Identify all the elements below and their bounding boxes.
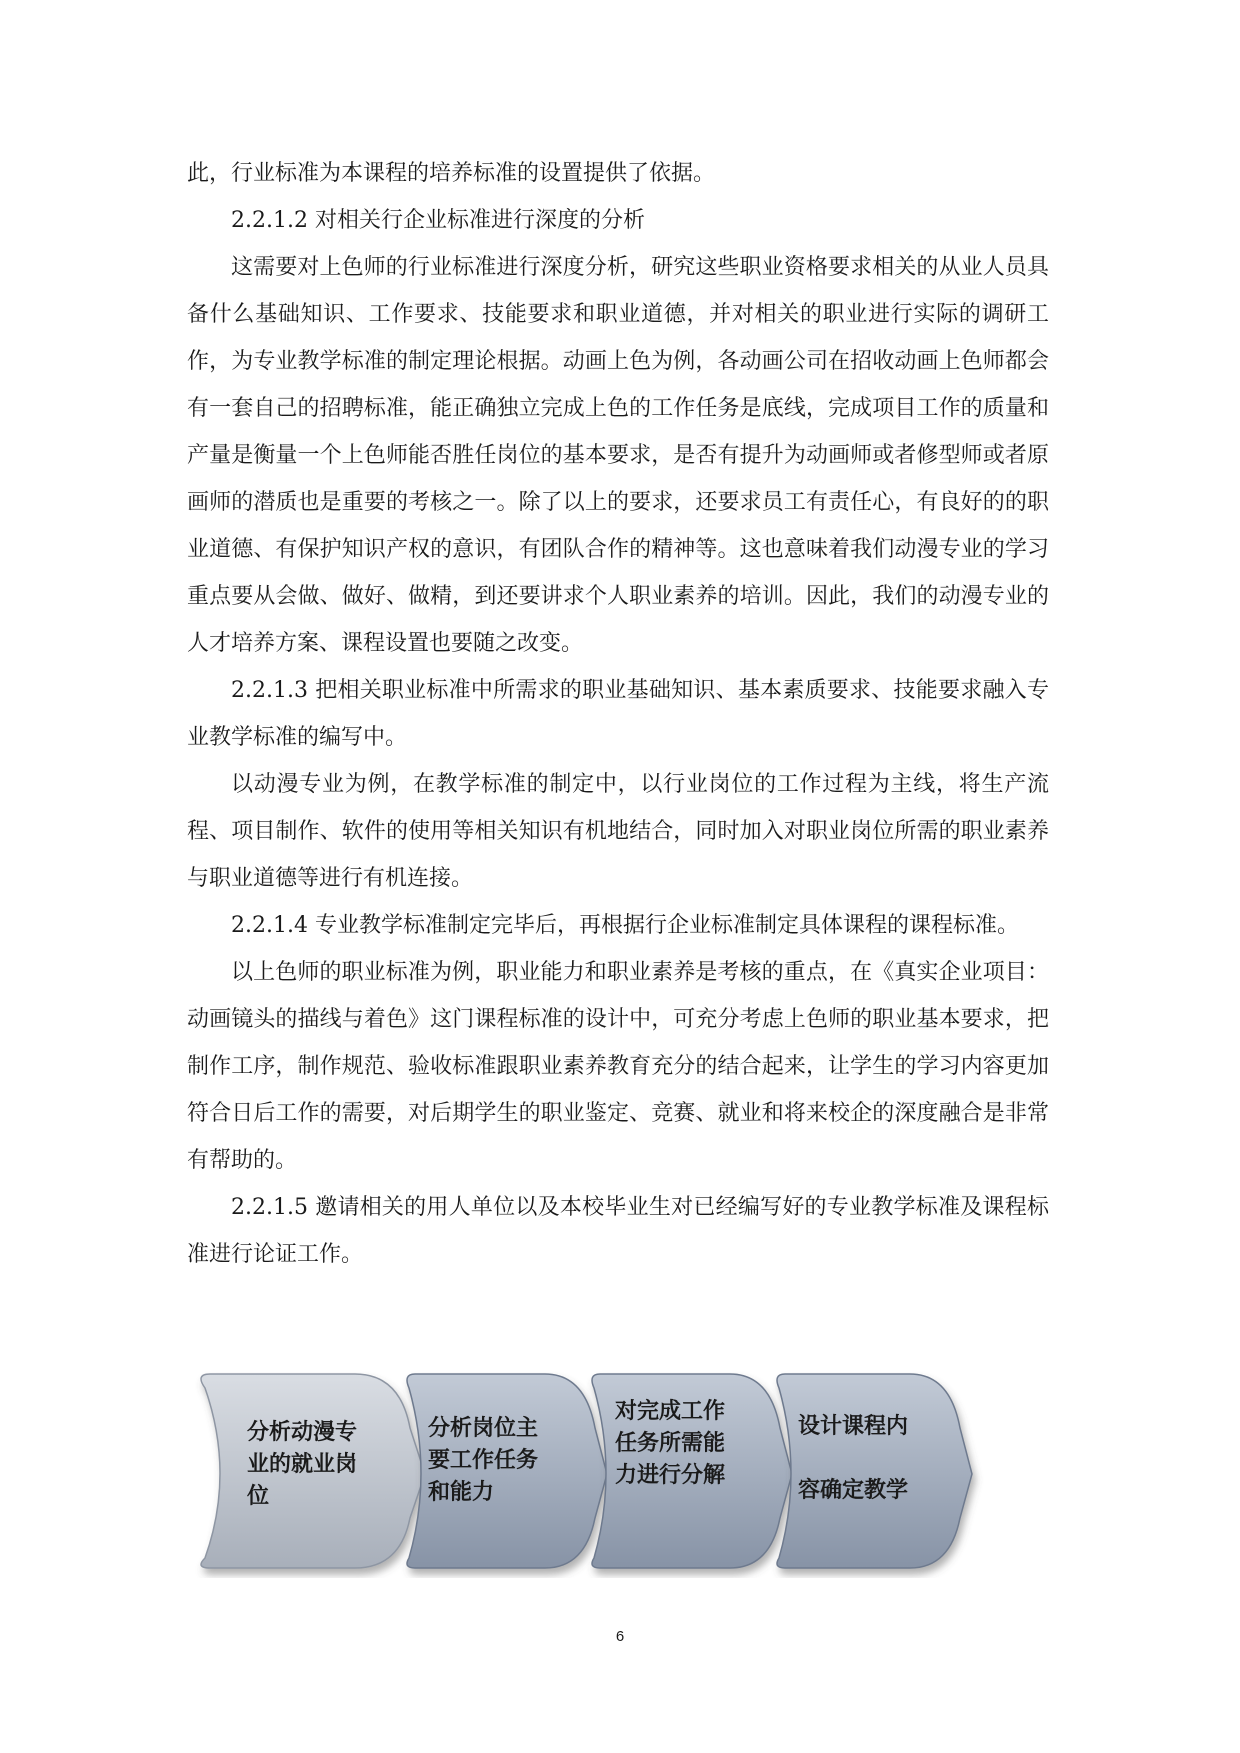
section-heading-2-2-1-3: 2.2.1.3 把相关职业标准中所需求的职业基础知识、基本素质要求、技能要求融入专业教学标准的编写中。 (187, 678, 1049, 750)
paragraph: 这需要对上色师的行业标准进行深度分析，研究这些职业资格要求相关的从业人员具备什么基础知识、工作要求、技能要求和职业道德，并对相关的职业进行实际的调研工作，为专业教学标准的制定理论根据。动画上色为例，各动画公司在招收动画上色师都会有一套自己的招聘标准，能正确独立完成上色的工作任务是底线，完成项目工作的质量和产量是衡量一个上色师能否胜任岗位的基本要求，是否有提升为动画师或者修型师或者原画师的潜质也是重要的考核之一。除了以上的要求，还要求员工有责任心，有良好的的职业道德、有保护知识产权的意识，有团队合作的精神等。这也意味着我们动漫专业的学习重点要从会做、做好、做精，到还要讲求个人职业素养的培训。因此，我们的动漫专业的人才培养方案、课程设置也要随之改变。 (187, 255, 1049, 656)
process-step-label-4: 设计课程内 容确定教学 (798, 1414, 909, 1503)
process-step-label-2: 分析岗位主 要工作任务 和能力 (428, 1416, 539, 1505)
process-flow-diagram (195, 1368, 1055, 1578)
section-heading-2-2-1-4: 2.2.1.4 专业教学标准制定完毕后，再根据行企业标准制定具体课程的课程标准。 (231, 913, 1019, 938)
process-step-label-1: 分析动漫专 业的就业岗 位 (247, 1420, 358, 1509)
paragraph: 以动漫专业为例，在教学标准的制定中，以行业岗位的工作过程为主线，将生产流程、项目制作、软件的使用等相关知识有机地结合，同时加入对职业岗位所需的职业素养与职业道德等进行有机连接。 (187, 772, 1049, 891)
section-heading-2-2-1-5: 2.2.1.5 邀请相关的用人单位以及本校毕业生对已经编写好的专业教学标准及课程标准进行论证工作。 (187, 1195, 1049, 1267)
paragraph: 以上色师的职业标准为例，职业能力和职业素养是考核的重点，在《真实企业项目：动画镜头的描线与着色》这门课程标准的设计中，可充分考虑上色师的职业基本要求，把制作工序，制作规范、验收标准跟职业素养教育充分的结合起来，让学生的学习内容更加符合日后工作的需要，对后期学生的职业鉴定、竞赛、就业和将来校企的深度融合是非常有帮助的。 (187, 960, 1049, 1173)
process-step-label-3: 对完成工作 任务所需能 力进行分解 (615, 1399, 726, 1488)
paragraph-continuation: 此，行业标准为本课程的培养标准的设置提供了依据。 (187, 161, 716, 186)
section-heading-2-2-1-2: 2.2.1.2 对相关行企业标准进行深度的分析 (231, 208, 645, 233)
page-number: 6 (615, 1628, 625, 1645)
body-text (187, 150, 1049, 1278)
